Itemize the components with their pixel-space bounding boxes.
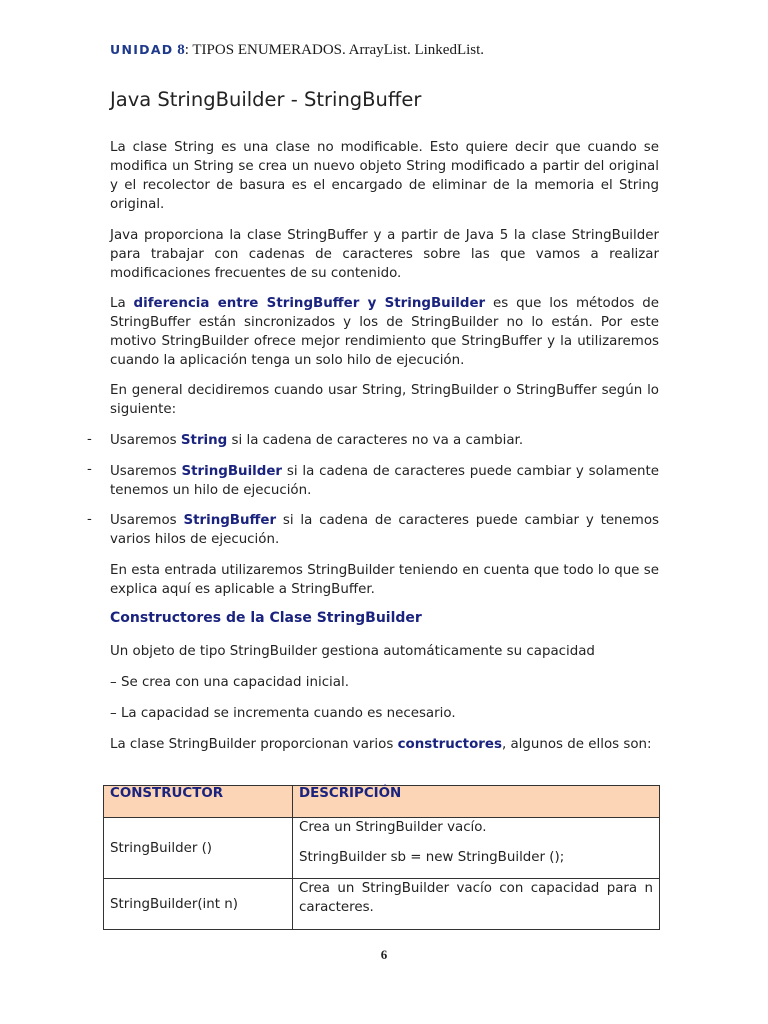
- capacity-point-initial: – Se crea con una capacidad inicial.: [110, 675, 349, 690]
- difference-highlight: diferencia entre StringBuffer y StringBuilder: [133, 296, 486, 311]
- constructor-cell: StringBuilder (): [104, 818, 293, 879]
- page-header: [110, 42, 484, 59]
- description-code: StringBuilder sb = new StringBuilder ();: [299, 850, 565, 865]
- constructor-cell: StringBuilder(int n): [104, 879, 293, 930]
- bullet-dash: -: [87, 462, 92, 477]
- paragraph-difference-start: La: [110, 296, 134, 311]
- constructors-heading: Constructores de la Clase StringBuilder: [110, 610, 422, 626]
- paragraph-string-immutable: La clase String es una clase no modificable. Esto quiere decir que cuando se modifica un String se crea un nuevo objeto String modificado a partir del original y el recolector de basura es el encargado de eliminar de la memoria el String original.: [110, 140, 659, 212]
- table-row: [104, 879, 660, 930]
- unit-label: UNIDAD: [110, 42, 174, 57]
- bullet-text-rest: si la cadena de caracteres puede cambiar y solamente tenemos un hilo de ejecución.: [110, 464, 660, 498]
- constructors-lead-start: La clase StringBuilder proporcionan varios: [110, 737, 398, 752]
- page-title: Java StringBuilder - StringBuffer: [110, 88, 422, 111]
- paragraph-difference-rest: es que los métodos de StringBuffer están sincronizados y los de StringBuilder no lo están. Por este motivo StringBuilder ofrece mejor rendimiento que StringBuffer y la utilizaremos cuando la aplicación tenga un solo hilo de ejecución.: [110, 296, 659, 368]
- description-cell: [293, 879, 660, 930]
- bullet-keyword: StringBuffer: [183, 513, 277, 528]
- bullet-dash: -: [87, 432, 92, 447]
- bullet-dash: -: [87, 512, 92, 527]
- bullet-stringbuffer: [110, 511, 659, 549]
- paragraph-usage-criteria: En general decidiremos cuando usar String, StringBuilder o StringBuffer según lo siguiente:: [110, 383, 659, 417]
- unit-number: 8: [177, 42, 185, 58]
- bullet-keyword: String: [180, 433, 228, 448]
- table-header-row: [104, 786, 660, 818]
- bullet-text-start: Usaremos: [110, 464, 182, 479]
- table-row: [104, 818, 660, 879]
- column-header-description: DESCRIPCIÓN: [293, 786, 660, 818]
- constructors-intro: Un objeto de tipo StringBuilder gestiona automáticamente su capacidad: [110, 644, 595, 659]
- column-header-constructor: CONSTRUCTOR: [104, 786, 293, 818]
- description-line: Crea un StringBuilder vacío con capacidad para n caracteres.: [299, 881, 653, 915]
- bullet-string: [110, 431, 659, 450]
- description-cell: [293, 818, 660, 879]
- bullet-text-start: Usaremos: [110, 433, 181, 448]
- paragraph-stringbuffer-intro: Java proporciona la clase StringBuffer y a partir de Java 5 la clase StringBuilder para trabajar con cadenas de caracteres sobre las que vamos a realizar modificaciones frecuentes de su contenido.: [110, 228, 659, 281]
- constructors-keyword: constructores: [397, 737, 502, 752]
- constructors-lead: [110, 735, 659, 754]
- unit-title: : TIPOS ENUMERADOS. ArrayList. LinkedList.: [184, 42, 485, 58]
- paragraph-applicability: En esta entrada utilizaremos StringBuilder teniendo en cuenta que todo lo que se explica aquí es aplicable a StringBuffer.: [110, 563, 659, 597]
- constructors-table: [103, 785, 660, 930]
- bullet-text-rest: si la cadena de caracteres no va a cambiar.: [227, 433, 524, 448]
- bullet-text-start: Usaremos: [110, 513, 184, 528]
- bullet-keyword: StringBuilder: [181, 464, 283, 479]
- constructors-lead-rest: , algunos de ellos son:: [501, 737, 652, 752]
- bullet-stringbuilder: [110, 462, 659, 500]
- page-number: 6: [380, 947, 388, 962]
- paragraph-difference: [110, 294, 659, 370]
- description-line: Crea un StringBuilder vacío.: [299, 820, 487, 835]
- bullet-text-rest: si la cadena de caracteres puede cambiar y tenemos varios hilos de ejecución.: [110, 513, 659, 547]
- capacity-point-increment: – La capacidad se incrementa cuando es necesario.: [110, 706, 456, 721]
